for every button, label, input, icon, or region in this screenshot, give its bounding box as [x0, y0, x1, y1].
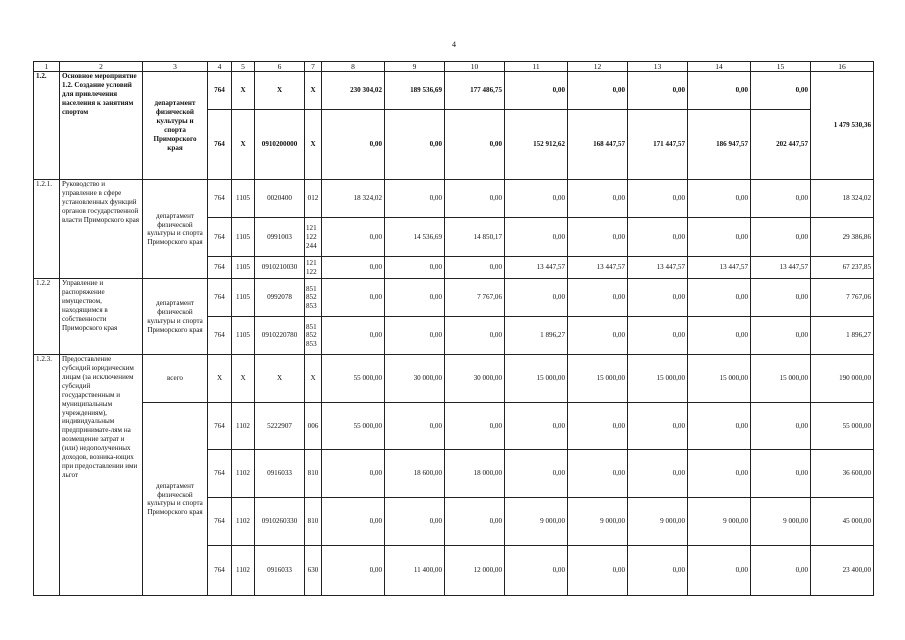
value-cell: 0,00 [385, 317, 445, 355]
value-cell: 13 447,57 [688, 257, 751, 279]
value-cell: 9 000,00 [628, 498, 688, 546]
value-cell: 14 536,69 [385, 218, 445, 257]
header-cell: 11 [505, 62, 568, 72]
code-cell: X [305, 110, 322, 180]
value-cell: 0,00 [568, 279, 628, 317]
value-cell: 7 767,06 [445, 279, 505, 317]
value-cell: 30 000,00 [385, 355, 445, 403]
value-cell: 0,00 [322, 110, 385, 180]
table-row [34, 279, 874, 317]
value-cell: 0,00 [568, 72, 628, 110]
item-name: Управление и распоряжение имуществом, находящимся в собственности Приморского края [60, 279, 143, 355]
value-cell: 177 486,75 [445, 72, 505, 110]
value-cell: 0,00 [568, 218, 628, 257]
value-cell: 0,00 [568, 546, 628, 596]
value-cell: 0,00 [751, 72, 811, 110]
total-cell: 1 896,27 [811, 317, 874, 355]
code-cell: 0910200000 [255, 110, 305, 180]
budget-table [33, 61, 874, 596]
value-cell: 0,00 [568, 450, 628, 498]
value-cell: 186 947,57 [688, 110, 751, 180]
value-cell: 0,00 [505, 218, 568, 257]
value-cell: 0,00 [751, 279, 811, 317]
code-cell: 1105 [232, 317, 255, 355]
code-cell: 630 [305, 546, 322, 596]
code-cell: X [255, 72, 305, 110]
table-row [34, 180, 874, 218]
code-cell: 121 122 [305, 257, 322, 279]
value-cell: 0,00 [628, 72, 688, 110]
value-cell: 0,00 [385, 403, 445, 450]
code-cell: 810 [305, 498, 322, 546]
value-cell: 0,00 [322, 498, 385, 546]
code-cell: 006 [305, 403, 322, 450]
value-cell: 152 912,62 [505, 110, 568, 180]
value-cell: 0,00 [751, 546, 811, 596]
value-cell: 13 447,57 [628, 257, 688, 279]
code-cell: X [255, 355, 305, 403]
header-cell: 9 [385, 62, 445, 72]
value-cell: 0,00 [385, 279, 445, 317]
value-cell: 0,00 [445, 498, 505, 546]
department: департамент физической культуры и спорта Приморского края [143, 72, 208, 180]
value-cell: 18 600,00 [385, 450, 445, 498]
code-cell: 1102 [232, 403, 255, 450]
value-cell: 0,00 [322, 450, 385, 498]
code-cell: X [305, 355, 322, 403]
total-cell: 7 767,06 [811, 279, 874, 317]
value-cell: 0,00 [688, 218, 751, 257]
page-number: 4 [452, 40, 456, 49]
header-cell: 12 [568, 62, 628, 72]
value-cell: 0,00 [322, 546, 385, 596]
value-cell: 0,00 [445, 317, 505, 355]
header-cell: 15 [751, 62, 811, 72]
value-cell: 0,00 [628, 450, 688, 498]
header-cell: 8 [322, 62, 385, 72]
value-cell: 15 000,00 [688, 355, 751, 403]
value-cell: 0,00 [751, 180, 811, 218]
value-cell: 13 447,57 [751, 257, 811, 279]
total-cell: 23 400,00 [811, 546, 874, 596]
value-cell: 15 000,00 [628, 355, 688, 403]
code-cell: 0991003 [255, 218, 305, 257]
value-cell: 14 850,17 [445, 218, 505, 257]
table-row [34, 72, 874, 110]
code-cell: 012 [305, 180, 322, 218]
value-cell: 12 000,00 [445, 546, 505, 596]
value-cell: 0,00 [505, 546, 568, 596]
value-cell: 13 447,57 [568, 257, 628, 279]
value-cell: 55 000,00 [322, 403, 385, 450]
value-cell: 0,00 [751, 403, 811, 450]
code-cell: X [208, 355, 232, 403]
value-cell: 0,00 [322, 279, 385, 317]
value-cell: 9 000,00 [751, 498, 811, 546]
department: департамент физической культуры и спорта Приморского края [143, 180, 208, 279]
value-cell: 0,00 [445, 403, 505, 450]
code-cell: 1102 [232, 498, 255, 546]
code-cell: 764 [208, 450, 232, 498]
row-number: 1.2.3. [34, 355, 60, 596]
value-cell: 0,00 [505, 180, 568, 218]
item-name: Предоставление субсидий юридическим лицам (за исключением субсидий государственным и муниципальным учреждениям), индивидуальным предпринимате-лям на возмещение затрат и (или) недополученных доходов, возника-ющих при предоставлении ими льгот [60, 355, 143, 596]
code-cell: 764 [208, 180, 232, 218]
value-cell: 55 000,00 [322, 355, 385, 403]
value-cell: 0,00 [628, 317, 688, 355]
value-cell: 0,00 [568, 403, 628, 450]
value-cell: 0,00 [568, 317, 628, 355]
department: департамент физической культуры и спорта Приморского края [143, 279, 208, 355]
code-cell: 764 [208, 317, 232, 355]
total-cell: 18 324,02 [811, 180, 874, 218]
header-cell: 13 [628, 62, 688, 72]
value-cell: 18 324,02 [322, 180, 385, 218]
value-cell: 0,00 [688, 279, 751, 317]
code-cell: 764 [208, 546, 232, 596]
header-cell: 7 [305, 62, 322, 72]
code-cell: 0910210030 [255, 257, 305, 279]
value-cell: 13 447,57 [505, 257, 568, 279]
value-cell: 0,00 [505, 403, 568, 450]
code-cell: 851 852 853 [305, 279, 322, 317]
total-cell: 67 237,85 [811, 257, 874, 279]
value-cell: 9 000,00 [688, 498, 751, 546]
value-cell: 230 304,02 [322, 72, 385, 110]
code-cell: 5222907 [255, 403, 305, 450]
value-cell: 15 000,00 [568, 355, 628, 403]
header-cell: 4 [208, 62, 232, 72]
header-cell: 14 [688, 62, 751, 72]
value-cell: 0,00 [628, 546, 688, 596]
value-cell: 0,00 [751, 450, 811, 498]
value-cell: 0,00 [322, 218, 385, 257]
value-cell: 0,00 [445, 257, 505, 279]
code-cell: 810 [305, 450, 322, 498]
value-cell: 0,00 [688, 546, 751, 596]
value-cell: 0,00 [385, 180, 445, 218]
header-cell: 2 [60, 62, 143, 72]
code-cell: 0910260330 [255, 498, 305, 546]
row-number: 1.2. [34, 72, 60, 180]
header-cell: 6 [255, 62, 305, 72]
item-name: Основное мероприятие 1.2. Создание условий для привлечения населения к занятиям спортом [60, 72, 143, 180]
value-cell: 9 000,00 [505, 498, 568, 546]
code-cell: 1102 [232, 450, 255, 498]
value-cell: 0,00 [628, 180, 688, 218]
code-cell: 764 [208, 279, 232, 317]
value-cell: 0,00 [445, 110, 505, 180]
total-cell: 45 000,00 [811, 498, 874, 546]
code-cell: X [232, 72, 255, 110]
code-cell: 0020400 [255, 180, 305, 218]
table-row [34, 403, 874, 450]
code-cell: 1105 [232, 180, 255, 218]
value-cell: 15 000,00 [505, 355, 568, 403]
header-cell: 5 [232, 62, 255, 72]
total-cell: 55 000,00 [811, 403, 874, 450]
row-number: 1.2.1. [34, 180, 60, 279]
value-cell: 0,00 [688, 317, 751, 355]
header-cell: 1 [34, 62, 60, 72]
value-cell: 0,00 [628, 279, 688, 317]
value-cell: 0,00 [568, 180, 628, 218]
value-cell: 0,00 [688, 72, 751, 110]
value-cell: 171 447,57 [628, 110, 688, 180]
value-cell: 11 400,00 [385, 546, 445, 596]
value-cell: 202 447,57 [751, 110, 811, 180]
value-cell: 0,00 [385, 110, 445, 180]
total-cell: 29 386,86 [811, 218, 874, 257]
value-cell: 0,00 [688, 403, 751, 450]
header-cell: 10 [445, 62, 505, 72]
total-cell: 190 000,00 [811, 355, 874, 403]
header-cell: 16 [811, 62, 874, 72]
code-cell: X [305, 72, 322, 110]
value-cell: 0,00 [505, 72, 568, 110]
value-cell: 0,00 [688, 450, 751, 498]
item-name: Руководство и управление в сфере установленных функций органов государственной власти Приморского края [60, 180, 143, 279]
code-cell: X [232, 110, 255, 180]
value-cell: 0,00 [751, 218, 811, 257]
value-cell: 0,00 [385, 498, 445, 546]
header-row [34, 62, 874, 72]
code-cell: 764 [208, 218, 232, 257]
code-cell: 0916033 [255, 546, 305, 596]
value-cell: 168 447,57 [568, 110, 628, 180]
code-cell: 1105 [232, 279, 255, 317]
value-cell: 9 000,00 [568, 498, 628, 546]
value-cell: 0,00 [688, 180, 751, 218]
value-cell: 0,00 [628, 403, 688, 450]
code-cell: 0910220780 [255, 317, 305, 355]
code-cell: 764 [208, 403, 232, 450]
code-cell: 1105 [232, 218, 255, 257]
value-cell: 30 000,00 [445, 355, 505, 403]
value-cell: 0,00 [322, 257, 385, 279]
department: департамент физической культуры и спорта Приморского края [143, 403, 208, 596]
row-number: 1.2.2 [34, 279, 60, 355]
value-cell: 0,00 [628, 218, 688, 257]
value-cell: 18 000,00 [445, 450, 505, 498]
code-cell: 764 [208, 110, 232, 180]
value-cell: 0,00 [505, 450, 568, 498]
value-cell: 0,00 [385, 257, 445, 279]
department-all: всего [143, 355, 208, 403]
value-cell: 0,00 [445, 180, 505, 218]
code-cell: 764 [208, 72, 232, 110]
value-cell: 0,00 [751, 317, 811, 355]
code-cell: 0992078 [255, 279, 305, 317]
code-cell: X [232, 355, 255, 403]
code-cell: 764 [208, 257, 232, 279]
value-cell: 0,00 [505, 279, 568, 317]
value-cell: 189 536,69 [385, 72, 445, 110]
total-cell: 36 600,00 [811, 450, 874, 498]
value-cell: 1 896,27 [505, 317, 568, 355]
code-cell: 121 122 244 [305, 218, 322, 257]
code-cell: 0916033 [255, 450, 305, 498]
value-cell: 0,00 [322, 317, 385, 355]
code-cell: 851 852 853 [305, 317, 322, 355]
value-cell: 15 000,00 [751, 355, 811, 403]
code-cell: 764 [208, 498, 232, 546]
table-row [34, 355, 874, 403]
total-cell: 1 479 530,36 [811, 72, 874, 180]
header-cell: 3 [143, 62, 208, 72]
code-cell: 1102 [232, 546, 255, 596]
code-cell: 1105 [232, 257, 255, 279]
